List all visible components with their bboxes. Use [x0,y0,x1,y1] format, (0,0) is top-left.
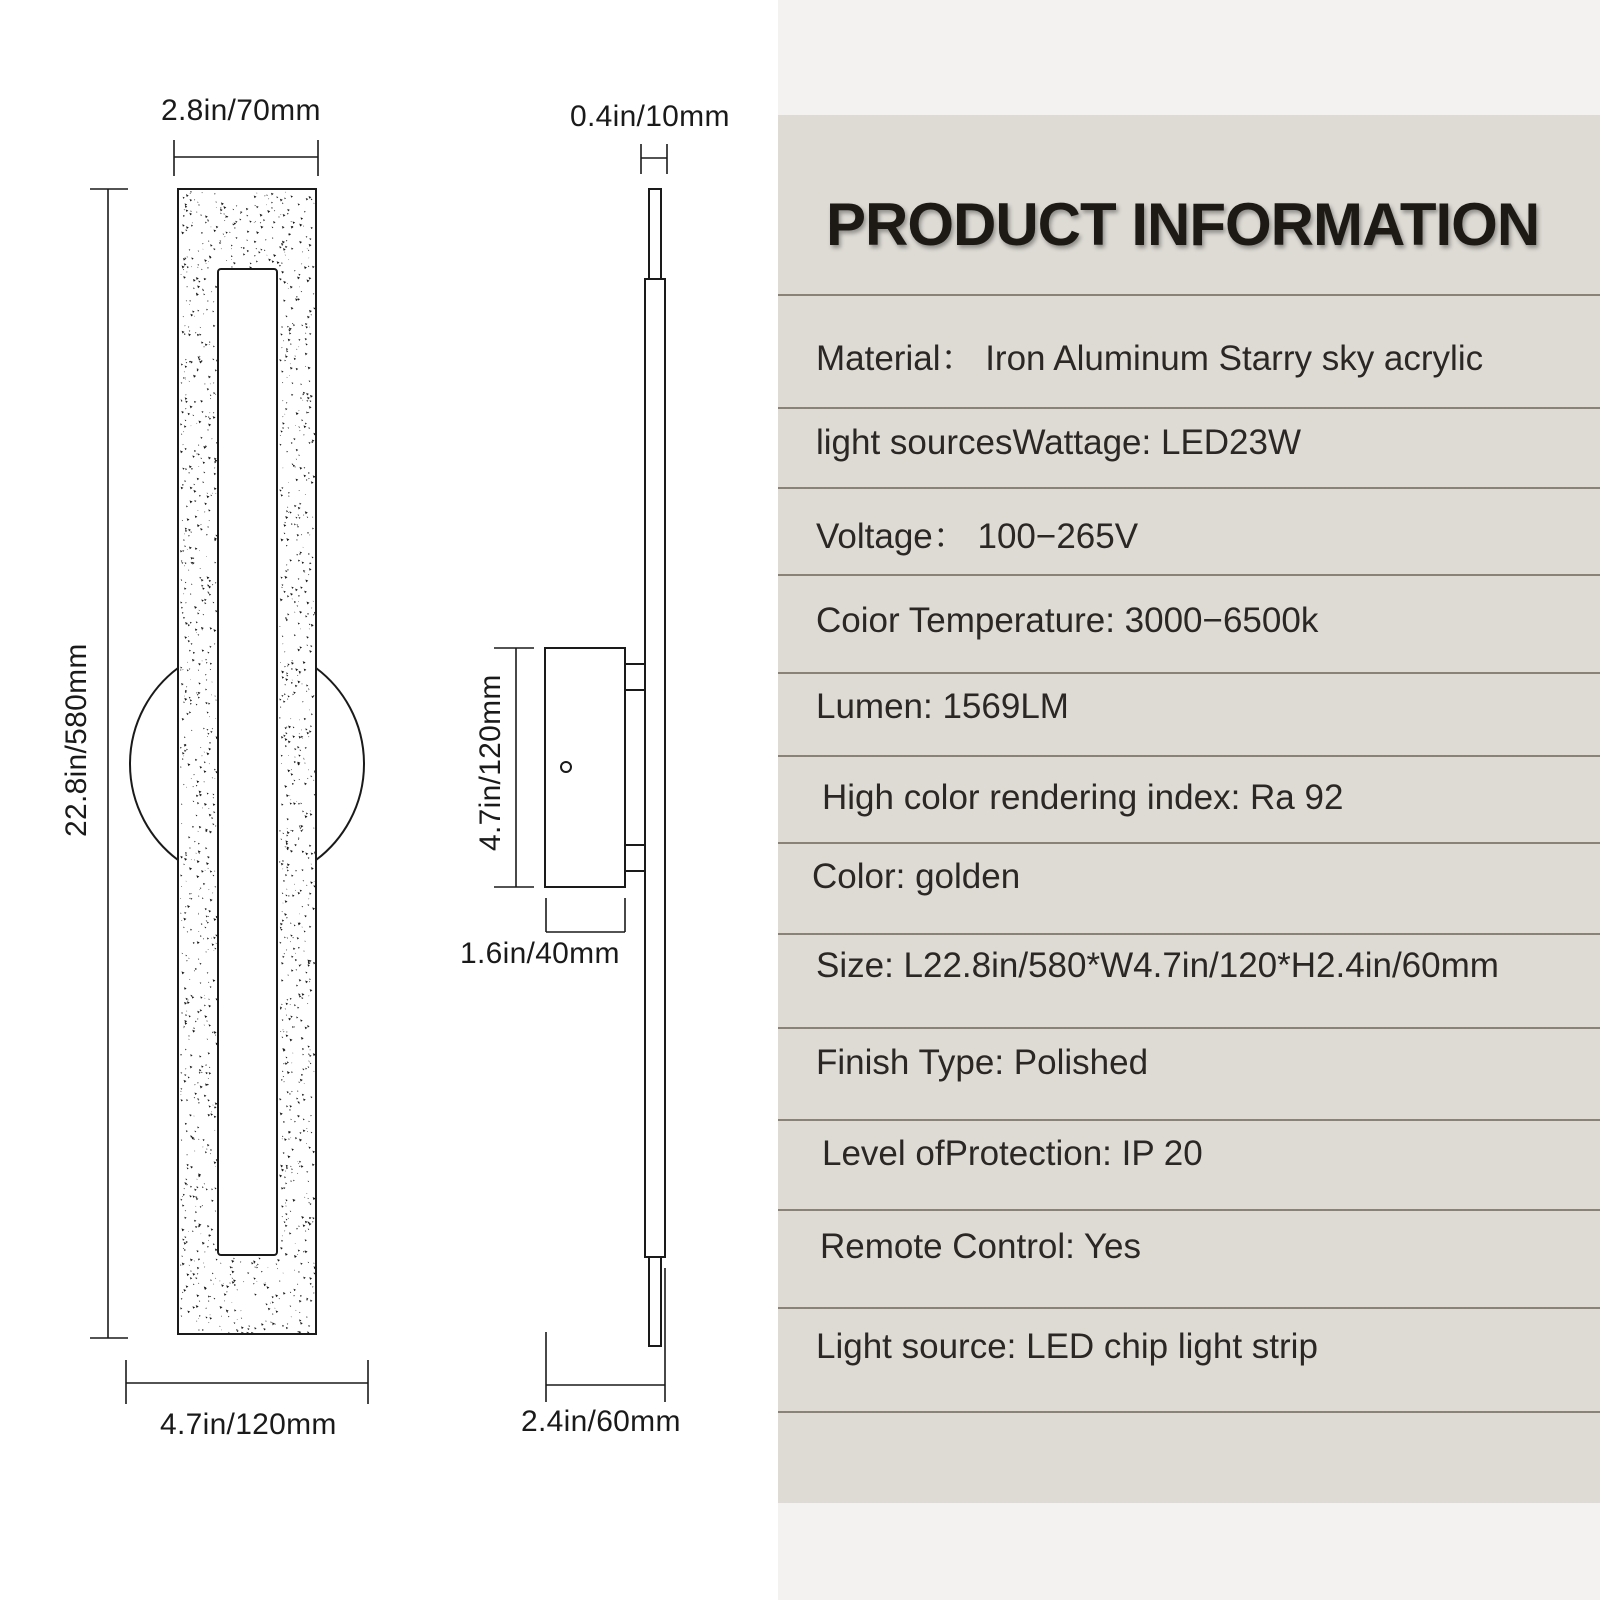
info-divider [778,1027,1600,1029]
side-thickness-label: 0.4in/10mm [570,100,730,133]
info-divider [778,842,1600,844]
front-canopy-width-label: 4.7in/120mm [160,1408,337,1441]
info-row-voltage: Voltage： 100−265V [816,517,1139,556]
info-divider [778,407,1600,409]
front-canopy-arc-right [316,668,364,860]
info-row-color-temperature: Coior Temperature: 3000−6500k [816,601,1319,640]
info-row-finish-type: Finish Type: Polished [816,1043,1149,1082]
info-divider [778,933,1600,935]
front-height-label: 22.8in/580mm [60,643,93,837]
info-divider [778,574,1600,576]
info-row-cri: High color rendering index: Ra 92 [822,778,1344,817]
info-row-remote-control: Remote Control: Yes [820,1227,1142,1266]
info-divider [778,487,1600,489]
info-divider [778,755,1600,757]
info-row-wattage: light sourcesWattage: LED23W [816,423,1302,462]
info-divider [778,1119,1600,1121]
info-row-color: Color: golden [812,857,1021,896]
product-info-panel [778,115,1600,1503]
info-row-light-source: Light source: LED chip light strip [816,1327,1318,1366]
dimension-drawing [0,0,778,1600]
side-mount-box [545,648,625,887]
front-view [130,189,364,1334]
side-mount-post-bottom [625,845,645,871]
side-mount-post-top [625,664,645,690]
front-canopy-arc-left [130,668,178,860]
side-box-depth-label: 1.6in/40mm [460,937,620,970]
info-divider [778,1307,1600,1309]
front-led-strip [218,269,277,1255]
info-divider [778,1209,1600,1211]
side-backplate [645,279,665,1257]
side-box-height-label: 4.7in/120mm [474,674,507,851]
info-divider [778,294,1600,296]
info-divider [778,1411,1600,1413]
info-row-material: Material： Iron Aluminum Starry sky acrylic [816,339,1484,378]
info-row-lumen: Lumen: 1569LM [816,687,1069,726]
side-view [545,189,665,1346]
info-row-size: Size: L22.8in/580*W4.7in/120*H2.4in/60mm [816,946,1499,985]
front-width-label: 2.8in/70mm [161,94,321,127]
product-info-title: PRODUCT INFORMATION [826,191,1540,258]
side-total-depth-label: 2.4in/60mm [521,1405,681,1438]
info-divider [778,672,1600,674]
info-row-protection: Level ofProtection: IP 20 [822,1134,1203,1173]
side-screw-hole [561,762,571,772]
